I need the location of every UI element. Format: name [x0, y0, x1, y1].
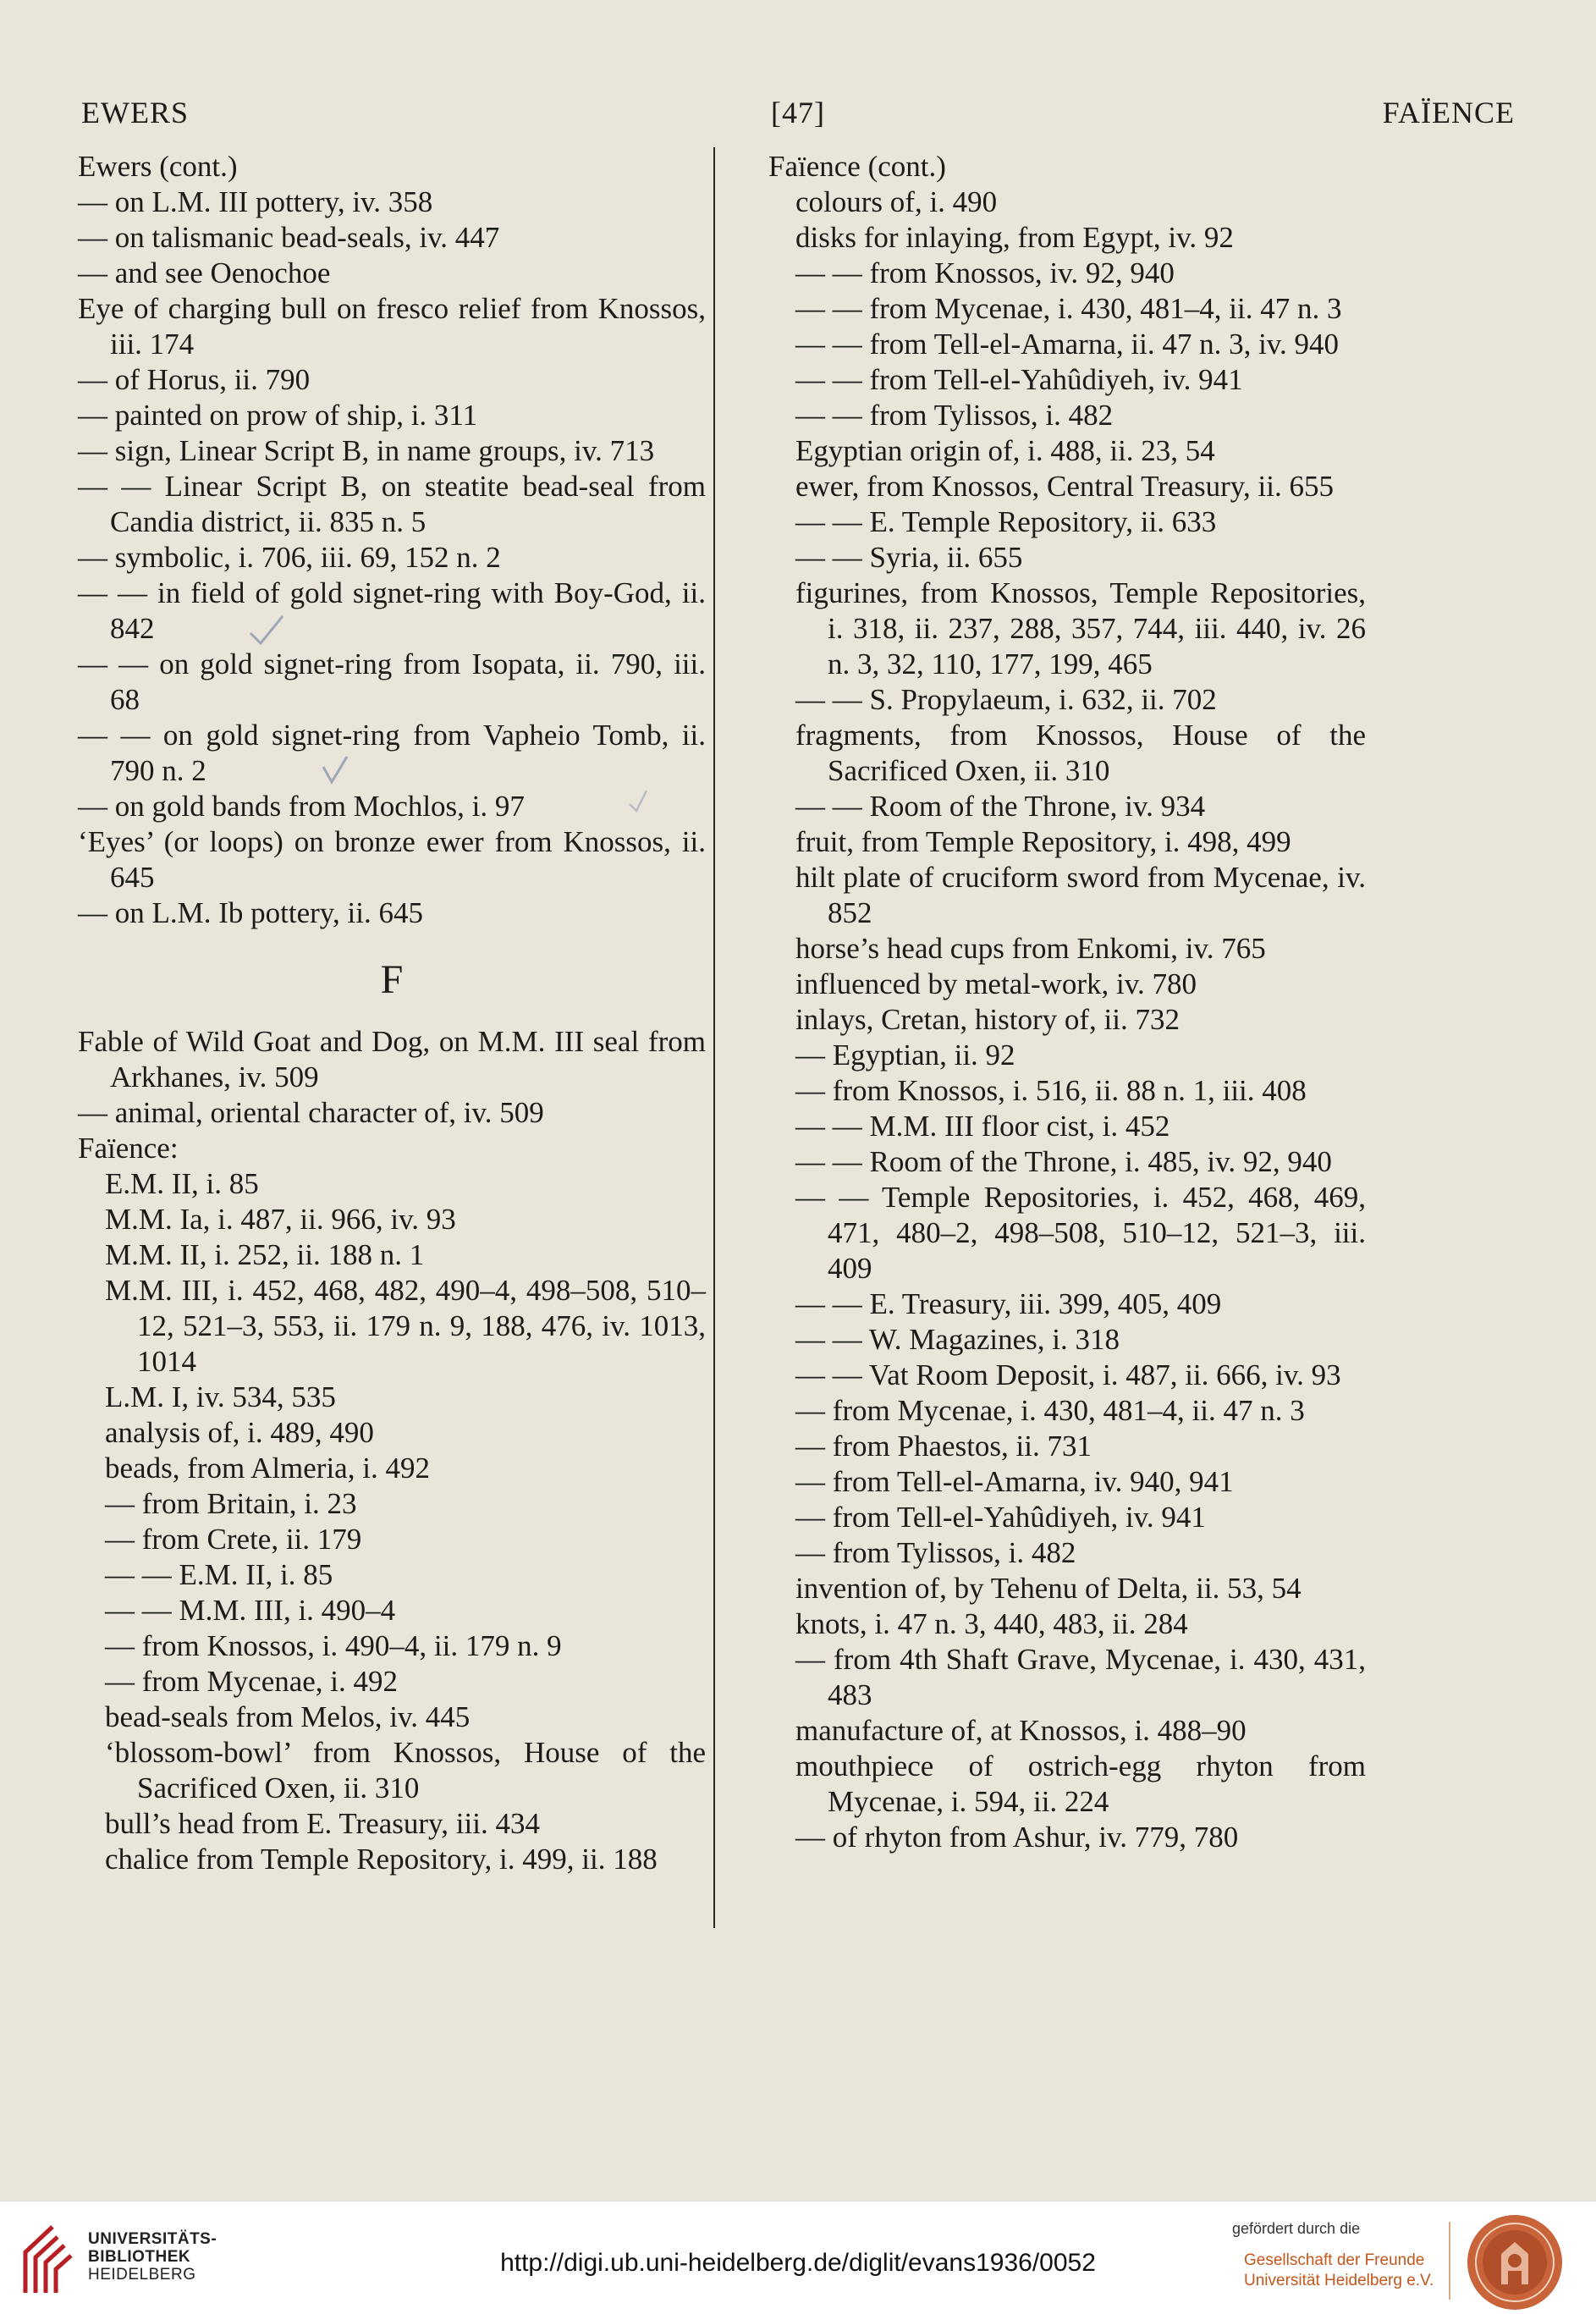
- index-entry: — — E. Treasury, iii. 399, 405, 409: [795, 1287, 1222, 1320]
- index-entry: fragments, from Knossos, House of the Sacrificed Oxen, ii. 310: [795, 719, 1366, 787]
- index-entry: — — E.M. II, i. 85: [105, 1558, 333, 1591]
- index-entry: — — S. Propylaeum, i. 632, ii. 702: [795, 683, 1217, 716]
- index-entry: Faïence (cont.): [768, 150, 946, 183]
- sponsor-divider: [1449, 2222, 1450, 2300]
- index-entry: — from 4th Shaft Grave, Mycenae, i. 430, 431, 483: [795, 1643, 1366, 1711]
- column-divider: [713, 147, 715, 1928]
- index-entry: — sign, Linear Script B, in name groups, iv. 713: [78, 434, 655, 467]
- index-entry: figurines, from Knossos, Temple Repositories, i. 318, ii. 237, 288, 357, 744, iii. 440, iv. 26 n. 3, 32, 110, 177, 199, 465: [795, 576, 1366, 680]
- index-entry: ewer, from Knossos, Central Treasury, ii. 655: [795, 470, 1334, 503]
- index-entry: Fable of Wild Goat and Dog, on M.M. III seal from Arkhanes, iv. 509: [78, 1025, 706, 1094]
- index-entry: — — from Tylissos, i. 482: [795, 399, 1114, 432]
- index-entry: — on L.M. Ib pottery, ii. 645: [78, 896, 423, 929]
- sponsor-name-line: Universität Heidelberg e.V.: [1244, 2272, 1434, 2289]
- sponsor-label: gefördert durch die: [1232, 2220, 1361, 2237]
- university-seal-icon: [1464, 2212, 1566, 2313]
- index-entry: — — M.M. III, i. 490–4: [105, 1594, 396, 1627]
- index-entry: — from Tylissos, i. 482: [795, 1536, 1076, 1569]
- index-entry: — — Room of the Throne, i. 485, iv. 92, 940: [795, 1145, 1332, 1178]
- page-number: [47]: [771, 96, 825, 129]
- index-entry: influenced by metal-work, iv. 780: [795, 967, 1197, 1000]
- index-entry: inlays, Cretan, history of, ii. 732: [795, 1003, 1180, 1036]
- pencil-check-icon: [318, 752, 352, 789]
- index-entry: — — on gold signet-ring from Vapheio Tomb, ii. 790 n. 2: [78, 719, 706, 787]
- index-entry: bull’s head from E. Treasury, iii. 434: [105, 1807, 540, 1840]
- left-column-entries-e: [78, 149, 706, 931]
- sponsor-name-line: Gesellschaft der Freunde: [1244, 2251, 1425, 2269]
- index-entry: bead-seals from Melos, iv. 445: [105, 1700, 471, 1733]
- pencil-check-icon: [245, 611, 288, 650]
- index-entry: — from Tell-el-Yahûdiyeh, iv. 941: [795, 1501, 1206, 1534]
- index-entry: horse’s head cups from Enkomi, iv. 765: [795, 932, 1266, 965]
- index-entry: ‘Eyes’ (or loops) on bronze ewer from Knossos, ii. 645: [78, 825, 706, 894]
- index-entry: — from Crete, ii. 179: [105, 1523, 362, 1556]
- index-entry: — — Syria, ii. 655: [795, 541, 1023, 574]
- index-entry: — — Vat Room Deposit, i. 487, ii. 666, iv. 93: [795, 1358, 1341, 1391]
- pencil-check-icon: [626, 785, 652, 816]
- index-entry: Ewers (cont.): [78, 150, 238, 183]
- index-entry: — from Mycenae, i. 430, 481–4, ii. 47 n. 3: [795, 1394, 1305, 1427]
- library-name-line: UNIVERSITÄTS-: [88, 2230, 217, 2248]
- index-entry: analysis of, i. 489, 490: [105, 1416, 374, 1449]
- index-entry: — — from Tell-el-Yahûdiyeh, iv. 941: [795, 363, 1243, 396]
- index-entry: — — in field of gold signet-ring with Boy-God, ii. 842: [78, 576, 706, 645]
- running-head-right: FAÏENCE: [1382, 96, 1515, 129]
- index-entry: — on L.M. III pottery, iv. 358: [78, 185, 433, 218]
- library-name-line: BIBLIOTHEK: [88, 2248, 191, 2266]
- left-column: [78, 149, 706, 1877]
- index-entry: fruit, from Temple Repository, i. 498, 499: [795, 825, 1291, 858]
- permalink-url[interactable]: http://digi.ub.uni-heidelberg.de/diglit/evans1936/0052: [500, 2249, 1096, 2277]
- index-entry: — from Britain, i. 23: [105, 1487, 357, 1520]
- index-entry: disks for inlaying, from Egypt, iv. 92: [795, 221, 1234, 254]
- index-entry: — — W. Magazines, i. 318: [795, 1323, 1120, 1356]
- index-entry: — — from Mycenae, i. 430, 481–4, ii. 47 n. 3: [795, 292, 1342, 325]
- index-entry: — symbolic, i. 706, iii. 69, 152 n. 2: [78, 541, 501, 574]
- index-entry: — of Horus, ii. 790: [78, 363, 311, 396]
- index-entry: E.M. II, i. 85: [105, 1167, 259, 1200]
- library-name-line: HEIDELBERG: [88, 2266, 196, 2284]
- index-entry: L.M. I, iv. 534, 535: [105, 1380, 336, 1413]
- index-entry: colours of, i. 490: [795, 185, 998, 218]
- sponsor-name: [1244, 2251, 1434, 2291]
- index-entry: — — on gold signet-ring from Isopata, ii. 790, iii. 68: [78, 647, 706, 716]
- index-entry: — — Linear Script B, on steatite bead-seal from Candia district, ii. 835 n. 5: [78, 470, 706, 538]
- index-entry: — from Mycenae, i. 492: [105, 1665, 399, 1698]
- footer-bar: [0, 2201, 1596, 2314]
- index-entry: — Egyptian, ii. 92: [795, 1039, 1015, 1072]
- index-entry: beads, from Almeria, i. 492: [105, 1452, 430, 1485]
- right-column: [768, 149, 1366, 1855]
- index-entry: Eye of charging bull on fresco relief from Knossos, iii. 174: [78, 292, 706, 361]
- index-entry: — of rhyton from Ashur, iv. 779, 780: [795, 1821, 1239, 1854]
- index-entry: — on gold bands from Mochlos, i. 97: [78, 790, 525, 823]
- index-entry: — from Knossos, i. 516, ii. 88 n. 1, iii. 408: [795, 1074, 1307, 1107]
- index-entry: — on talismanic bead-seals, iv. 447: [78, 221, 500, 254]
- index-entry: — painted on prow of ship, i. 311: [78, 399, 478, 432]
- index-entry: mouthpiece of ostrich-egg rhyton from Mycenae, i. 594, ii. 224: [795, 1749, 1366, 1818]
- index-entry: chalice from Temple Repository, i. 499, ii. 188: [105, 1843, 658, 1876]
- index-entry: M.M. Ia, i. 487, ii. 966, iv. 93: [105, 1203, 456, 1236]
- index-entry: — — from Knossos, iv. 92, 940: [795, 256, 1175, 289]
- index-entry: M.M. III, i. 452, 468, 482, 490–4, 498–508, 510–12, 521–3, 553, ii. 179 n. 9, 188, 476, iv. 1013, 1014: [105, 1274, 706, 1378]
- index-entry: Egyptian origin of, i. 488, ii. 23, 54: [795, 434, 1215, 467]
- index-entry: — — Temple Repositories, i. 452, 468, 469, 471, 480–2, 498–508, 510–12, 521–3, iii. 409: [795, 1181, 1366, 1285]
- index-entry: — from Knossos, i. 490–4, ii. 179 n. 9: [105, 1629, 562, 1662]
- index-entry: knots, i. 47 n. 3, 440, 483, ii. 284: [795, 1607, 1188, 1640]
- index-entry: ‘blossom-bowl’ from Knossos, House of the Sacrificed Oxen, ii. 310: [105, 1736, 706, 1804]
- running-head-left: EWERS: [81, 96, 189, 129]
- index-entry: hilt plate of cruciform sword from Mycenae, iv. 852: [795, 861, 1366, 929]
- section-letter: F: [380, 957, 404, 1002]
- running-head: [81, 95, 1515, 139]
- index-entry: M.M. II, i. 252, ii. 188 n. 1: [105, 1238, 425, 1271]
- index-entry: — from Tell-el-Amarna, iv. 940, 941: [795, 1465, 1234, 1498]
- index-entry: — — Room of the Throne, iv. 934: [795, 790, 1206, 823]
- index-entry: — animal, oriental character of, iv. 509: [78, 1096, 544, 1129]
- index-entry: — — E. Temple Repository, ii. 633: [795, 505, 1217, 538]
- index-entry: manufacture of, at Knossos, i. 488–90: [795, 1714, 1247, 1747]
- index-entry: — and see Oenochoe: [78, 256, 331, 289]
- left-column-entries-f: [78, 1024, 706, 1877]
- right-column-entries: [768, 149, 1366, 1855]
- index-entry: — — M.M. III floor cist, i. 452: [795, 1110, 1170, 1143]
- index-entry: invention of, by Tehenu of Delta, ii. 53, 54: [795, 1572, 1302, 1605]
- index-entry: Faïence:: [78, 1132, 179, 1165]
- index-entry: — from Phaestos, ii. 731: [795, 1430, 1092, 1463]
- index-entry: — — from Tell-el-Amarna, ii. 47 n. 3, iv. 940: [795, 328, 1340, 361]
